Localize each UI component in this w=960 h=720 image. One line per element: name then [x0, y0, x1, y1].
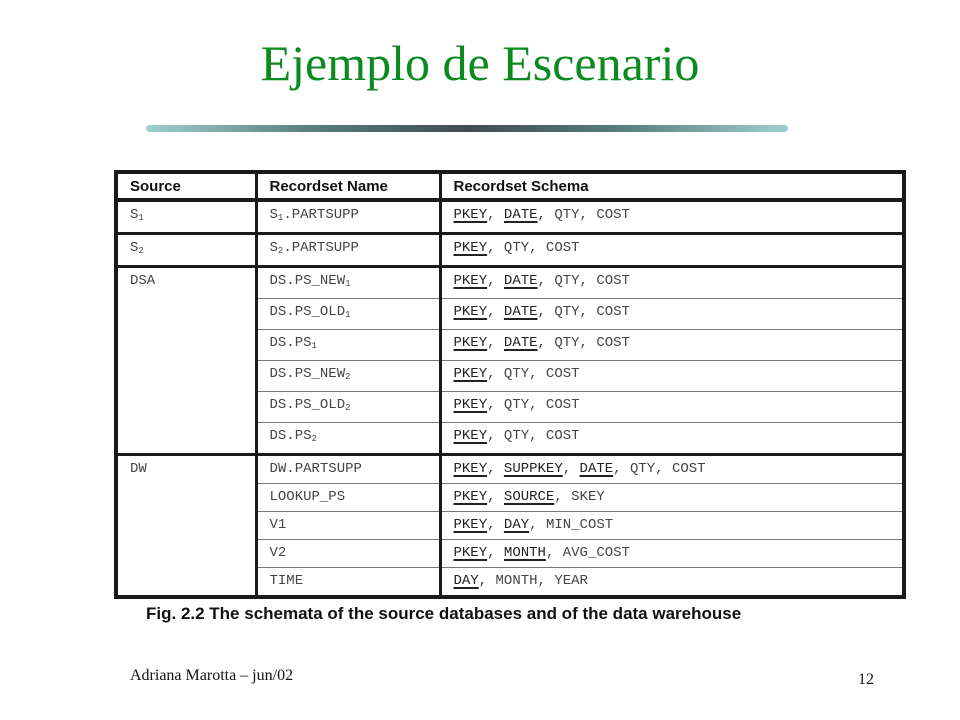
- schema-text: , QTY, COST: [537, 207, 630, 223]
- key-attribute: PKEY: [453, 207, 488, 223]
- recordset-name-cell: [256, 267, 440, 299]
- key-attribute: PKEY: [453, 273, 488, 289]
- recordset-name-base: DS.PS_NEW: [269, 366, 346, 382]
- recordset-name-cell: [256, 484, 440, 512]
- recordset-name-base: S: [269, 240, 278, 256]
- schema-text: , QTY, COST: [537, 273, 630, 289]
- key-attribute: MONTH: [503, 545, 546, 561]
- recordset-name-subscript: 2: [311, 434, 317, 444]
- recordset-name-subscript: 1: [311, 341, 317, 351]
- source-base: S: [130, 207, 139, 223]
- source-subscript: 1: [138, 213, 144, 223]
- header-recordset-schema: Recordset Schema: [440, 172, 904, 200]
- schema-text: ,: [487, 489, 504, 505]
- recordset-schema-cell: [440, 392, 904, 423]
- recordset-name-cell: [256, 299, 440, 330]
- recordset-schema-cell: [440, 299, 904, 330]
- schema-text: , QTY, COST: [487, 240, 580, 256]
- source-base: S: [130, 240, 139, 256]
- schema-text: , AVG_COST: [545, 545, 630, 561]
- key-attribute: PKEY: [453, 304, 488, 320]
- recordset-name-subscript: 1: [277, 213, 284, 223]
- schema-text: , MIN_COST: [529, 517, 614, 533]
- key-attribute: PKEY: [453, 366, 488, 382]
- recordset-name-base: DW.PARTSUPP: [269, 461, 362, 477]
- recordset-name-base: TIME: [269, 573, 304, 589]
- table-row: [116, 200, 904, 234]
- key-attribute: PKEY: [453, 489, 488, 505]
- schema-text: , QTY, COST: [613, 461, 706, 477]
- recordset-name-base: DS.PS_OLD: [269, 397, 346, 413]
- key-attribute: PKEY: [453, 517, 488, 533]
- key-attribute: SUPPKEY: [503, 461, 563, 477]
- source-base: DSA: [130, 273, 156, 289]
- page-number: 12: [858, 671, 874, 688]
- recordset-name-base: DS.PS: [269, 335, 312, 351]
- recordset-schema-cell: [440, 540, 904, 568]
- key-attribute: DATE: [503, 207, 538, 223]
- schema-text: ,: [487, 207, 504, 223]
- table-body: [116, 200, 904, 597]
- recordset-schema-cell: [440, 361, 904, 392]
- schema-text: , QTY, COST: [487, 428, 580, 444]
- figure-caption: Fig. 2.2 The schemata of the source databases and of the data warehouse: [146, 604, 742, 623]
- recordset-name-suffix: .PARTSUPP: [283, 207, 359, 223]
- recordset-schema-cell: [440, 234, 904, 267]
- recordset-name-cell: [256, 568, 440, 598]
- recordset-name-base: DS.PS_NEW: [269, 273, 346, 289]
- schema-text: , SKEY: [554, 489, 605, 505]
- schema-text: , MONTH, YEAR: [478, 573, 588, 589]
- key-attribute: DATE: [579, 461, 614, 477]
- recordset-name-cell: [256, 330, 440, 361]
- recordset-name-base: LOOKUP_PS: [269, 489, 346, 505]
- slide-title: Ejemplo de Escenario: [260, 35, 700, 91]
- recordset-name-cell: [256, 540, 440, 568]
- key-attribute: DATE: [503, 273, 538, 289]
- schema-text: ,: [487, 517, 504, 533]
- recordset-name-cell: [256, 234, 440, 267]
- recordset-name-base: DS.PS: [269, 428, 312, 444]
- recordset-name-base: DS.PS_OLD: [269, 304, 346, 320]
- key-attribute: PKEY: [453, 461, 488, 477]
- schema-text: ,: [487, 545, 504, 561]
- recordset-name-base: V1: [269, 517, 287, 533]
- key-attribute: DAY: [453, 573, 479, 589]
- key-attribute: PKEY: [453, 335, 488, 351]
- title-divider: [146, 125, 788, 132]
- key-attribute: PKEY: [453, 397, 488, 413]
- recordset-name-subscript: 2: [345, 403, 351, 413]
- key-attribute: DATE: [503, 335, 538, 351]
- key-attribute: PKEY: [453, 240, 488, 256]
- recordset-name-cell: [256, 200, 440, 234]
- table-row: [116, 267, 904, 299]
- recordset-schema-cell: [440, 423, 904, 455]
- recordset-schema-cell: [440, 512, 904, 540]
- table-row: [116, 455, 904, 484]
- source-cell: [116, 200, 256, 234]
- schema-text: ,: [487, 273, 504, 289]
- source-cell: [116, 267, 256, 455]
- recordset-name-cell: [256, 512, 440, 540]
- recordset-name-subscript: 2: [277, 246, 284, 256]
- source-cell: [116, 455, 256, 598]
- schema-text: , QTY, COST: [487, 397, 580, 413]
- key-attribute: DAY: [503, 517, 530, 533]
- recordset-schema-cell: [440, 200, 904, 234]
- recordset-schema-cell: [440, 267, 904, 299]
- schema-text: ,: [487, 304, 504, 320]
- table-row: [116, 234, 904, 267]
- recordset-name-cell: [256, 455, 440, 484]
- recordset-name-cell: [256, 392, 440, 423]
- key-attribute: PKEY: [453, 545, 488, 561]
- source-cell: [116, 234, 256, 267]
- recordset-schema-cell: [440, 484, 904, 512]
- key-attribute: DATE: [503, 304, 538, 320]
- header-recordset-name: Recordset Name: [256, 172, 440, 200]
- footer-author: Adriana Marotta – jun/02: [130, 667, 294, 684]
- recordset-name-subscript: 2: [345, 372, 351, 382]
- header-source: Source: [116, 172, 256, 200]
- schema-text: , QTY, COST: [537, 304, 630, 320]
- schema-table: [114, 170, 906, 599]
- schema-text: , QTY, COST: [487, 366, 580, 382]
- schema-text: ,: [487, 335, 504, 351]
- recordset-name-cell: [256, 361, 440, 392]
- schema-text: ,: [487, 461, 504, 477]
- recordset-schema-cell: [440, 455, 904, 484]
- source-base: DW: [130, 461, 147, 477]
- recordset-name-base: V2: [269, 545, 287, 561]
- source-subscript: 2: [138, 246, 144, 256]
- recordset-schema-cell: [440, 568, 904, 598]
- table-header-row: [116, 172, 904, 200]
- key-attribute: PKEY: [453, 428, 488, 444]
- recordset-name-suffix: .PARTSUPP: [283, 240, 359, 256]
- key-attribute: SOURCE: [503, 489, 555, 505]
- recordset-name-subscript: 1: [345, 310, 351, 320]
- recordset-name-base: S: [269, 207, 278, 223]
- schema-text: , QTY, COST: [537, 335, 630, 351]
- schema-text: ,: [562, 461, 580, 477]
- recordset-schema-cell: [440, 330, 904, 361]
- recordset-name-cell: [256, 423, 440, 455]
- recordset-name-subscript: 1: [345, 279, 351, 289]
